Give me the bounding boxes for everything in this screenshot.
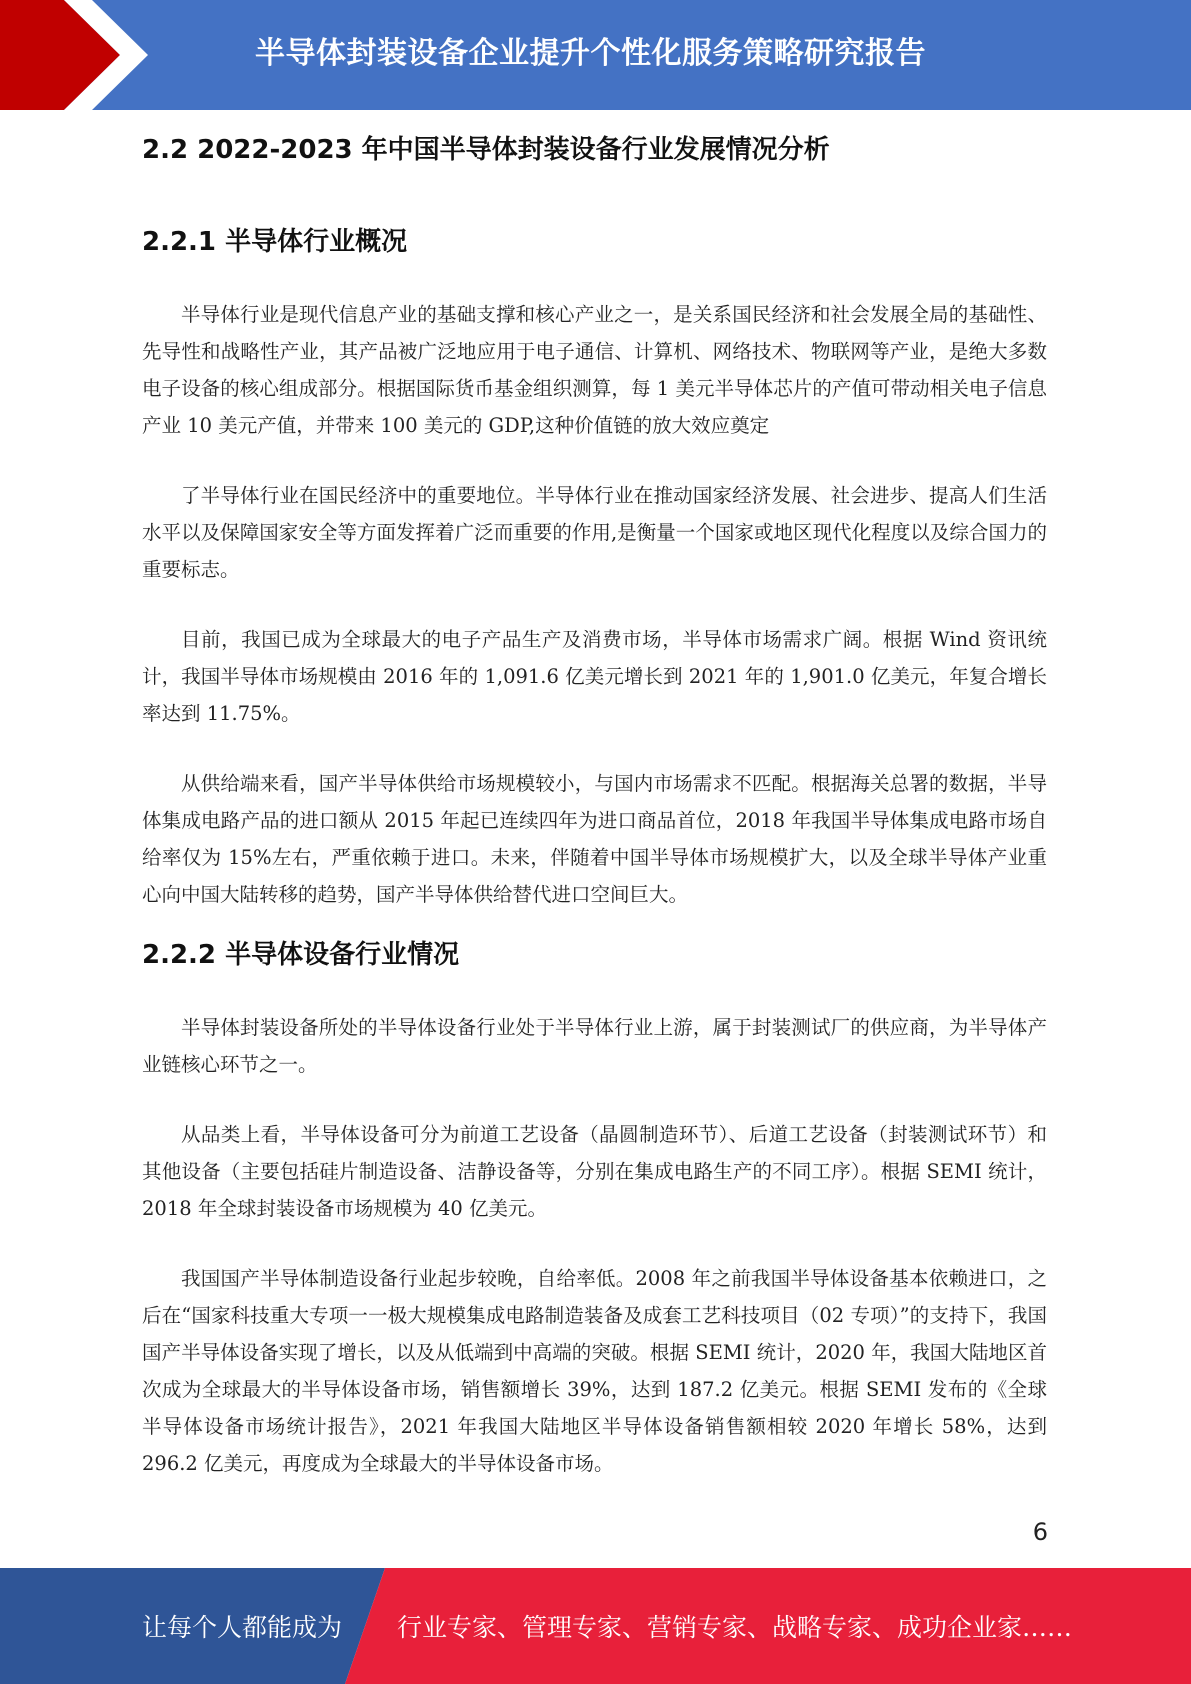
paragraph: 半导体行业是现代信息产业的基础支撑和核心产业之一，是关系国民经济和社会发展全局的基础性、先导性和战略性产业，其产品被广泛地应用于电子通信、计算机、网络技术、物联网等产业，是绝大多数电子设备的核心组成部分。根据国际货币基金组织测算，每 1 美元半导体芯片的产值可带动相关电子信息产业 10 美元产值，并带来 100 美元的 GDP,这种价值链的放大效应奠定 <box>142 303 1047 437</box>
paragraph: 目前，我国已成为全球最大的电子产品生产及消费市场，半导体市场需求广阔。根据 Wind 资讯统计，我国半导体市场规模由 2016 年的 1,091.6 亿美元增长到 2021 年的 1,901.0 亿美元，年复合增长率达到 11.75%。 <box>142 628 1047 725</box>
header-chevron-icon <box>0 0 160 110</box>
section-title: 2.2 2022-2023 年中国半导体封装设备行业发展情况分析 <box>142 135 830 165</box>
footer-slogan-left: 让每个人都能成为 <box>142 1613 343 1642</box>
subsection-title: 2.2.2 半导体设备行业情况 <box>142 940 460 970</box>
page-footer <box>0 1568 1191 1684</box>
page-number: 6 <box>1032 1518 1048 1546</box>
paragraph: 从品类上看，半导体设备可分为前道工艺设备（晶圆制造环节）、后道工艺设备（封装测试环节）和其他设备（主要包括硅片制造设备、洁静设备等，分别在集成电路生产的不同工序）。根据 SEMI 统计，2018 年全球封装设备市场规模为 40 亿美元。 <box>142 1123 1047 1220</box>
paragraph: 我国国产半导体制造设备行业起步较晚，自给率低。2008 年之前我国半导体设备基本依赖进口，之后在“国家科技重大专项一一极大规模集成电路制造装备及成套工艺科技项目（02 专项）”的支持下，我国国产半导体设备实现了增长，以及从低端到中高端的突破。根据 SEMI 统计，2020 年，我国大陆地区首次成为全球最大的半导体设备市场，销售额增长 39%，达到 187.2 亿美元。根据 SEMI 发布的《全球半导体设备市场统计报告》，2021 年我国大陆地区半导体设备销售额相较 2020 年增长 58%，达到 296.2 亿美元，再度成为全球最大的半导体设备市场。 <box>142 1267 1047 1475</box>
subsection-title: 2.2.1 半导体行业概况 <box>142 227 408 257</box>
paragraph: 半导体封装设备所处的半导体设备行业处于半导体行业上游，属于封装测试厂的供应商，为半导体产业链核心环节之一。 <box>142 1016 1047 1076</box>
page-header <box>0 0 1191 110</box>
document-body <box>142 130 1047 1515</box>
footer-slogan-right: 行业专家、管理专家、营销专家、战略专家、成功企业家…… <box>397 1613 1073 1642</box>
paragraph: 从供给端来看，国产半导体供给市场规模较小，与国内市场需求不匹配。根据海关总署的数据，半导体集成电路产品的进口额从 2015 年起已连续四年为进口商品首位，2018 年我国半导体集成电路市场自给率仅为 15%左右，严重依赖于进口。未来，伴随着中国半导体市场规模扩大，以及全球半导体产业重心向中国大陆转移的趋势，国产半导体供给替代进口空间巨大。 <box>142 772 1047 906</box>
report-title: 半导体封装设备企业提升个性化服务策略研究报告 <box>255 36 926 71</box>
paragraph: 了半导体行业在国民经济中的重要地位。半导体行业在推动国家经济发展、社会进步、提高人们生活水平以及保障国家安全等方面发挥着广泛而重要的作用,是衡量一个国家或地区现代化程度以及综合国力的重要标志。 <box>142 484 1047 581</box>
